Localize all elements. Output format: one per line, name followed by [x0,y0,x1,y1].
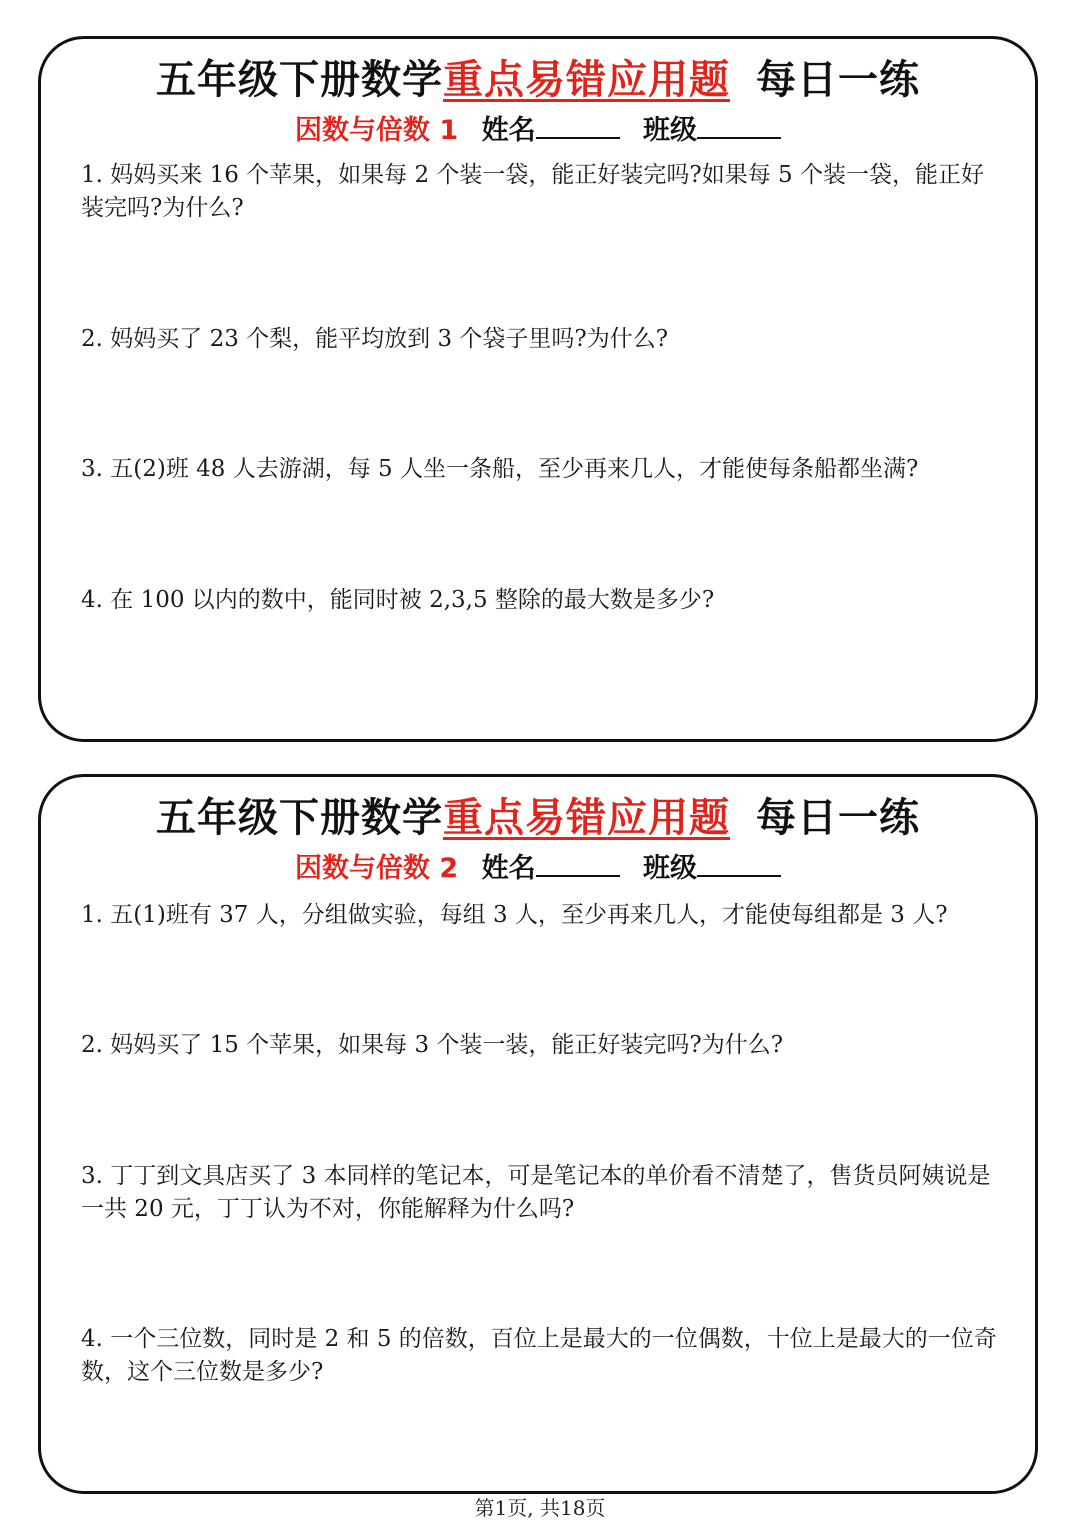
topic-label: 因数与倍数 1 [295,115,459,146]
title-suffix: 每日一练 [756,57,920,103]
class-blank[interactable] [697,853,781,877]
question-3: 3. 五(2)班 48 人去游湖，每 5 人坐一条船，至少再来几人，才能使每条船都坐满? [81,456,919,482]
worksheet-title [41,793,1035,843]
name-blank[interactable] [536,115,620,139]
class-label: 班级 [643,115,697,146]
question-4: 4. 一个三位数，同时是 2 和 5 的倍数，百位上是最大的一位偶数，十位上是最大的一位奇数，这个三位数是多少? [81,1326,997,1385]
worksheet-card-1 [38,36,1038,742]
question-1: 1. 妈妈买来 16 个苹果，如果每 2 个装一袋，能正好装完吗?如果每 5 个装一袋，能正好装完吗?为什么? [81,162,984,221]
worksheet-title [41,55,1035,105]
question-3: 3. 丁丁到文具店买了 3 本同样的笔记本，可是笔记本的单价看不清楚了，售货员阿姨说是一共 20 元，丁丁认为不对，你能解释为什么吗? [81,1163,991,1222]
question-4: 4. 在 100 以内的数中，能同时被 2,3,5 整除的最大数是多少? [81,587,715,613]
title-suffix: 每日一练 [756,795,920,841]
title-highlight: 重点易错应用题 [443,795,730,841]
worksheet-card-2 [38,774,1038,1494]
name-blank[interactable] [536,853,620,877]
name-label: 姓名 [481,115,536,146]
page-footer: 第1页, 共18页 [474,1496,606,1520]
title-prefix: 五年级下册数学 [156,57,443,103]
question-2: 2. 妈妈买了 23 个梨，能平均放到 3 个袋子里吗?为什么? [81,326,669,352]
title-prefix: 五年级下册数学 [156,795,443,841]
question-2: 2. 妈妈买了 15 个苹果，如果每 3 个装一装，能正好装完吗?为什么? [81,1032,784,1058]
title-highlight: 重点易错应用题 [443,57,730,103]
class-label: 班级 [643,853,697,884]
name-label: 姓名 [481,853,536,884]
topic-label: 因数与倍数 2 [295,853,459,884]
question-1: 1. 五(1)班有 37 人，分组做实验，每组 3 人，至少再来几人，才能使每组都是 3 人? [81,902,948,928]
worksheet-subtitle [41,115,1035,146]
class-blank[interactable] [697,115,781,139]
worksheet-subtitle [41,853,1035,884]
